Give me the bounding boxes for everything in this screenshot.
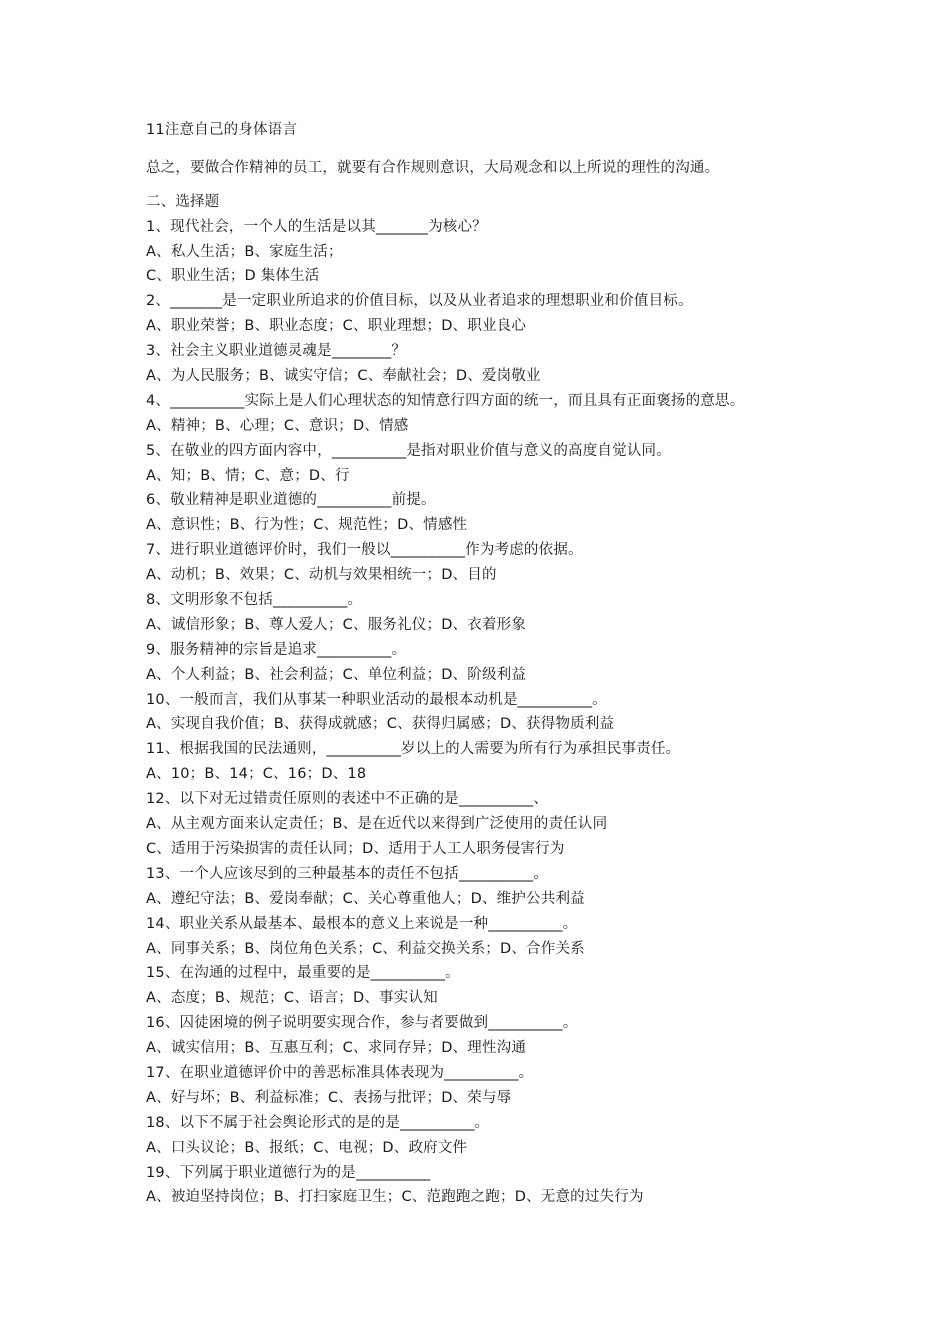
question-text: 15、在沟通的过程中，最重要的是__________。 bbox=[146, 965, 460, 982]
question-text: 11、根据我国的民法通则，__________岁以上的人需要为所有行为承担民事责任。 bbox=[146, 741, 681, 758]
intro-summary: 总之，要做合作精神的员工，就要有合作规则意识，大局观念和以上所说的理性的沟通。 bbox=[146, 159, 720, 176]
answer-options: C、适用于污染损害的责任认同；D、适用于人工人职务侵害行为 bbox=[146, 840, 565, 857]
answer-options: A、动机；B、效果；C、动机与效果相统一；D、目的 bbox=[146, 567, 497, 584]
question-text: 1、现代社会，一个人的生活是以其_______为核心？ bbox=[146, 218, 487, 235]
question-text: 13、一个人应该尽到的三种最基本的责任不包括__________。 bbox=[146, 865, 549, 882]
question-text: 16、囚徒困境的例子说明要实现合作，参与者要做到__________。 bbox=[146, 1015, 578, 1032]
answer-options: A、诚信形象；B、尊人爱人；C、服务礼仪；D、衣着形象 bbox=[146, 616, 527, 633]
document-content bbox=[146, 118, 846, 1210]
question-text: 4、__________实际上是人们心理状态的知情意行四方面的统一，而且具有正面褒扬的意思。 bbox=[146, 392, 745, 409]
answer-options: A、精神；B、心理；C、意识；D、情感 bbox=[146, 417, 409, 434]
question-text: 14、职业关系从最基本、最根本的意义上来说是一种__________。 bbox=[146, 915, 578, 932]
answer-options: A、从主观方面来认定责任；B、是在近代以来得到广泛使用的责任认同 bbox=[146, 816, 608, 833]
answer-options: A、诚实信用；B、互惠互利；C、求同存异；D、理性沟通 bbox=[146, 1040, 527, 1057]
question-text: 6、敬业精神是职业道德的__________前提。 bbox=[146, 492, 436, 509]
question-text: 3、社会主义职业道德灵魂是________？ bbox=[146, 343, 407, 360]
intro-point-11: 11注意自己的身体语言 bbox=[146, 122, 298, 138]
answer-options: A、职业荣誉；B、职业态度；C、职业理想；D、职业良心 bbox=[146, 318, 527, 335]
question-text: 18、以下不属于社会舆论形式的是的是__________。 bbox=[146, 1114, 490, 1131]
question-text: 9、服务精神的宗旨是追求__________。 bbox=[146, 641, 407, 658]
answer-options: A、态度；B、规范；C、语言；D、事实认知 bbox=[146, 990, 438, 1007]
answer-options: A、私人生活；B、家庭生活； bbox=[146, 243, 343, 260]
question-text: 12、以下对无过错责任原则的表述中不正确的是__________、 bbox=[146, 791, 549, 808]
answer-options: A、10；B、14；C、16；D、18 bbox=[146, 766, 367, 783]
question-text: 17、在职业道德评价中的善恶标准具体表现为__________。 bbox=[146, 1064, 534, 1081]
answer-options: A、知；B、情；C、意；D、行 bbox=[146, 467, 350, 484]
answer-options: A、遵纪守法；B、爱岗奉献；C、关心尊重他人；D、维护公共利益 bbox=[146, 890, 585, 907]
answer-options: A、个人利益；B、社会利益；C、单位利益；D、阶级利益 bbox=[146, 666, 527, 683]
question-text: 2、_______是一定职业所追求的价值目标，以及从业者追求的理想职业和价值目标。 bbox=[146, 293, 693, 310]
answer-options: A、口头议论；B、报纸；C、电视；D、政府文件 bbox=[146, 1139, 468, 1156]
question-text: 19、下列属于职业道德行为的是__________ bbox=[146, 1164, 431, 1181]
question-text: 8、文明形象不包括__________。 bbox=[146, 592, 363, 609]
answer-options: A、实现自我价值；B、获得成就感；C、获得归属感；D、获得物质利益 bbox=[146, 716, 615, 733]
question-text: 7、进行职业道德评价时，我们一般以__________作为考虑的依据。 bbox=[146, 542, 583, 559]
question-list bbox=[146, 215, 846, 1211]
answer-options: A、好与坏；B、利益标准；C、表扬与批评；D、荣与辱 bbox=[146, 1089, 512, 1106]
answer-options: A、为人民服务；B、诚实守信；C、奉献社会；D、爱岗敬业 bbox=[146, 368, 541, 385]
section-heading: 二、选择题 bbox=[146, 193, 220, 210]
answer-options: A、同事关系；B、岗位角色关系；C、利益交换关系；D、合作关系 bbox=[146, 940, 585, 957]
question-text: 5、在敬业的四方面内容中，__________是指对职业价值与意义的高度自觉认同。 bbox=[146, 442, 671, 459]
answer-options: A、意识性；B、行为性；C、规范性；D、情感性 bbox=[146, 517, 468, 534]
answer-options: C、职业生活；D 集体生活 bbox=[146, 268, 320, 285]
answer-options: A、被迫坚持岗位；B、打扫家庭卫生；C、范跑跑之跑；D、无意的过失行为 bbox=[146, 1189, 644, 1206]
question-text: 10、一般而言，我们从事某一种职业活动的最根本动机是__________。 bbox=[146, 691, 607, 708]
